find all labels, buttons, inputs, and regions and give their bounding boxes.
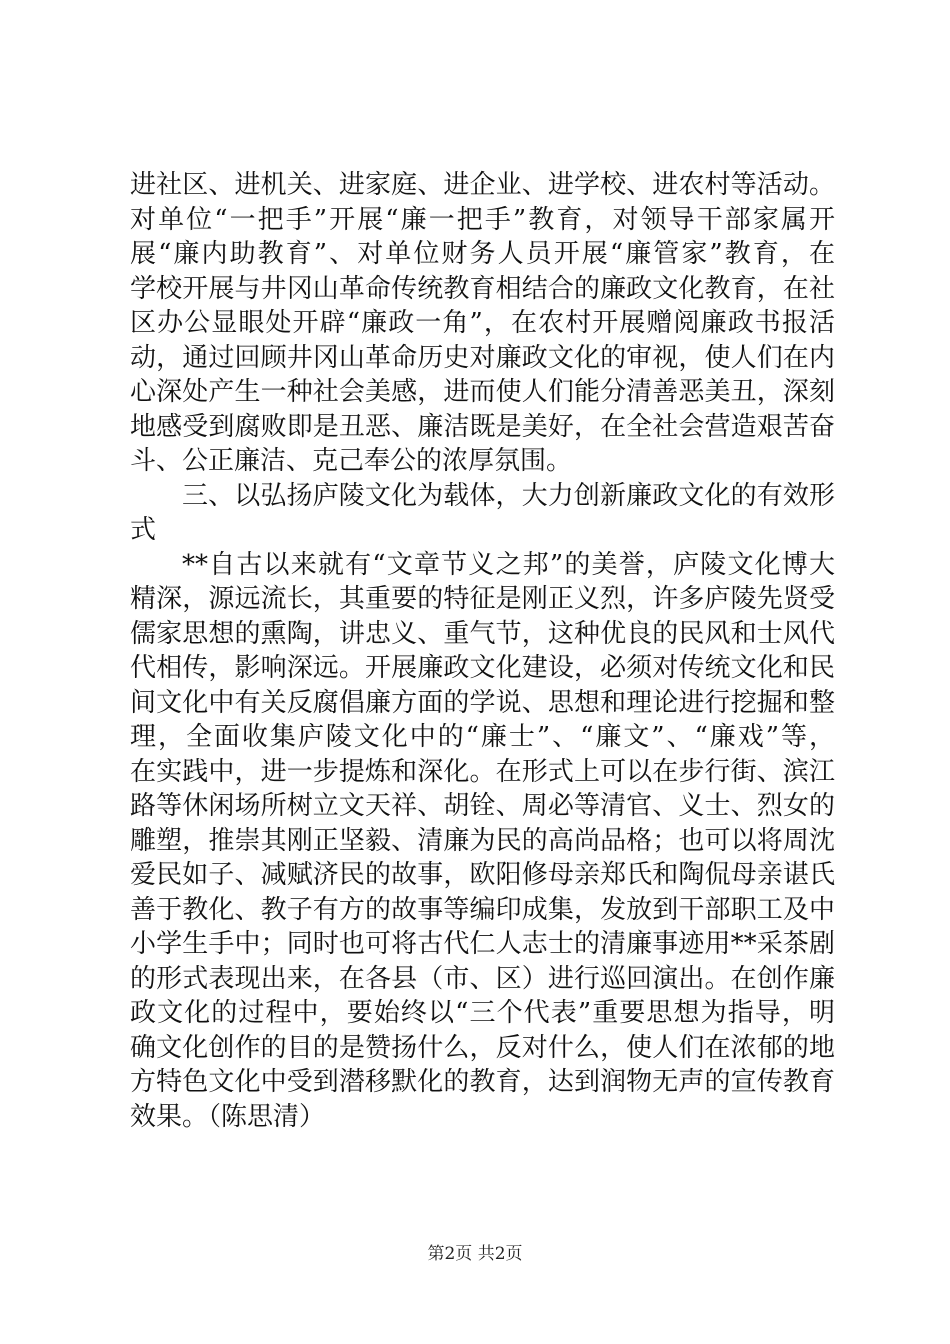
text-line: 爱民如子、减赋济民的故事，欧阳修母亲郑氏和陶侃母亲谌氏 — [130, 860, 835, 890]
text-line: 小学生手中；同时也可将古代仁人志士的清廉事迹用**采茶剧 — [130, 929, 835, 959]
text-line: 区办公显眼处开辟“廉政一角”，在农村开展赠阅廉政书报活 — [130, 308, 835, 338]
heading-line: 式 — [130, 515, 157, 545]
page-number-footer: 第2页 共2页 — [427, 1244, 523, 1264]
text-line: 展“廉内助教育”、对单位财务人员开展“廉管家”教育，在 — [130, 239, 835, 269]
text-line: 精深，源远流长，其重要的特征是刚正义烈，许多庐陵先贤受 — [130, 584, 835, 614]
text-line: 对单位“一把手”开展“廉一把手”教育，对领导干部家属开 — [130, 204, 835, 235]
text-line: 的形式表现出来，在各县（市、区）进行巡回演出。在创作廉 — [130, 963, 835, 994]
text-line: 学校开展与井冈山革命传统教育相结合的廉政文化教育，在社 — [130, 273, 835, 304]
document-body — [130, 168, 835, 1134]
text-line: 理，全面收集庐陵文化中的“廉士”、“廉文”、“廉戏”等， — [130, 722, 835, 752]
text-line: 路等休闲场所树立文天祥、胡铨、周必等清官、义士、烈女的 — [130, 791, 835, 821]
paragraph-activities — [130, 168, 835, 479]
text-line: 方特色文化中受到潜移默化的教育，达到润物无声的宣传教育 — [130, 1067, 835, 1097]
text-line: 雕塑，推崇其刚正坚毅、清廉为民的高尚品格；也可以将周沈 — [130, 825, 835, 856]
heading-line: 三、以弘扬庐陵文化为载体，大力创新廉政文化的有效形 — [182, 480, 835, 511]
text-line: 善于教化、教子有方的故事等编印成集，发放到干部职工及中 — [130, 894, 835, 925]
text-line: **自古以来就有“文章节义之邦”的美誉，庐陵文化博大 — [182, 549, 835, 580]
text-line: 在实践中，进一步提炼和深化。在形式上可以在步行街、滨江 — [130, 756, 835, 787]
text-line: 心深处产生一种社会美感，进而使人们能分清善恶美丑，深刻 — [130, 377, 835, 407]
text-line: 动，通过回顾井冈山革命历史对廉政文化的审视，使人们在内 — [130, 342, 835, 373]
text-line: 进社区、进机关、进家庭、进企业、进学校、进农村等活动。 — [130, 170, 835, 200]
paragraph-luling-culture — [130, 548, 835, 1135]
text-line: 斗、公正廉洁、克己奉公的浓厚氛围。 — [130, 446, 573, 476]
section-heading — [130, 479, 835, 548]
text-line: 确文化创作的目的是赞扬什么，反对什么，使人们在浓郁的地 — [130, 1032, 835, 1063]
text-line: 儒家思想的熏陶，讲忠义、重气节，这种优良的民风和士风代 — [130, 618, 835, 649]
text-line: 效果。（陈思清） — [130, 1101, 326, 1132]
text-line: 间文化中有关反腐倡廉方面的学说、思想和理论进行挖掘和整 — [130, 687, 835, 718]
text-line: 政文化的过程中，要始终以“三个代表”重要思想为指导，明 — [130, 998, 835, 1028]
text-line: 代相传，影响深远。开展廉政文化建设，必须对传统文化和民 — [130, 653, 835, 683]
text-line: 地感受到腐败即是丑恶、廉洁既是美好，在全社会营造艰苦奋 — [130, 411, 835, 442]
